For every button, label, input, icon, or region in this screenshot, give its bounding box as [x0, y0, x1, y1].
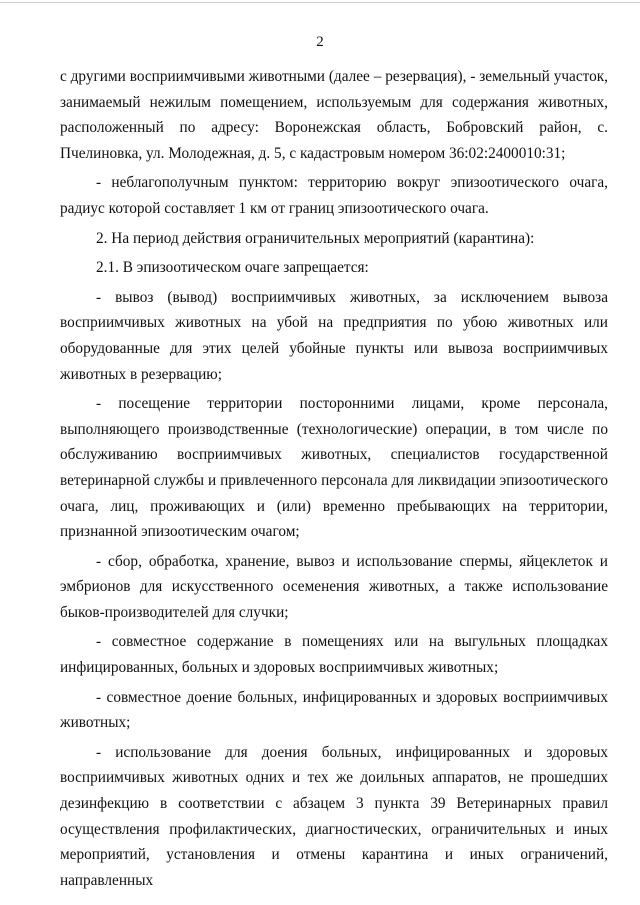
paragraph-unfavorable-point: - неблагополучным пунктом: территорию вокруг эпизоотического очага, радиус которой составляет 1 км от границ эпизоотического очага. [60, 174, 608, 217]
paragraph-ban-export: - вывоз (вывод) восприимчивых животных, за исключением вывоза восприимчивых животных на убой на предприятия по убою животных или оборудованные для этих целей убойные пункты или вывоза восприимчивых животных в резервацию; [60, 288, 608, 383]
paragraph-continuation-reservation: с другими восприимчивыми животными (далее – резервация), - земельный участок, занимаемый нежилым помещением, используемым для содержания животных, расположенный по адресу: Воронежская область, Бобровский район, с. Пчелиновка, ул. Молодежная, д. 5, с кадастровым номером 36:02:2400010:31; [60, 68, 608, 162]
document-body [60, 64, 608, 897]
paragraph-section-2-heading: 2. На период действия ограничительных мероприятий (карантина): [96, 229, 535, 247]
paragraph-ban-sperm: - сбор, обработка, хранение, вывоз и использование спермы, яйцеклеток и эмбрионов для искусственного осеменения животных, а также использование быков-производителей для случки; [60, 552, 608, 621]
paragraph-ban-milking-equipment: - использование для доения больных, инфицированных и здоровых восприимчивых животных одних и тех же доильных аппаратов, не прошедших дезинфекцию в соответствии с абзацем 3 пункта 39 Ветеринарных правил осуществления профилактических, диагностических, ограничительных и иных мероприятий, установления и отмены карантина и иных ограничений, направленных [60, 743, 608, 889]
page-number: 2 [316, 34, 324, 50]
paragraph-ban-visits: - посещение территории посторонними лицами, кроме персонала, выполняющего производственные (технологические) операции, в том числе по обслуживанию восприимчивых животных, специалистов государственной ветеринарной службы и привлеченного персонала для ликвидации эпизоотического очага, лиц, проживающих и (или) временно пребывающих на территории, признанной эпизоотическим очагом; [60, 395, 608, 541]
scan-edge-line [0, 2, 640, 3]
paragraph-ban-joint-milking: - совместное доение больных, инфицированных и здоровых восприимчивых животных; [60, 688, 608, 732]
paragraph-section-2-1-heading: 2.1. В эпизоотическом очаге запрещается: [96, 259, 369, 277]
paragraph-ban-joint-keeping: - совместное содержание в помещениях или на выгульных площадках инфицированных, больных и здоровых восприимчивых животных; [60, 633, 608, 677]
